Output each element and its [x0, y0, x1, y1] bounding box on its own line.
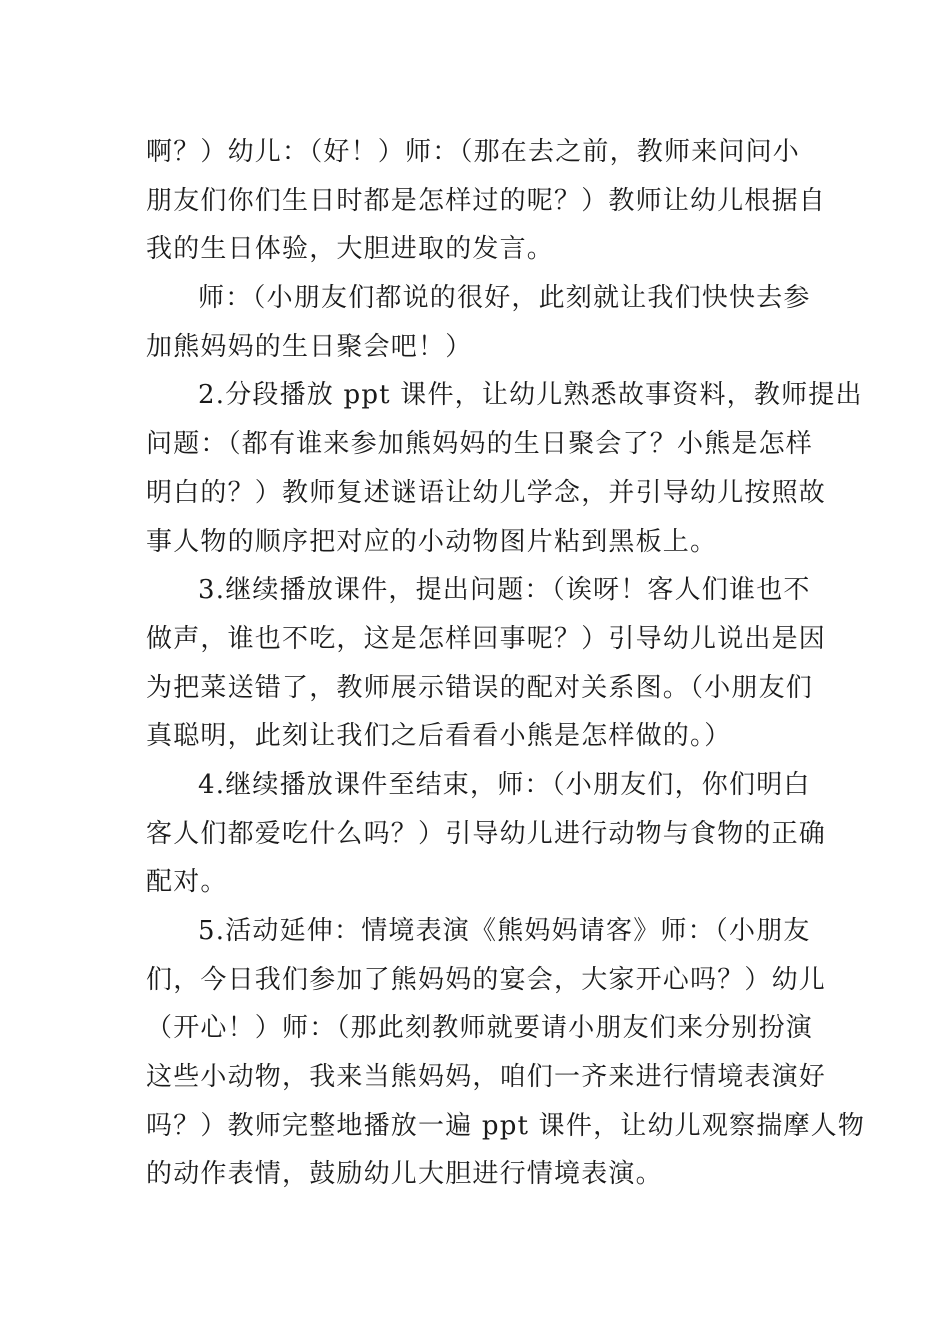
text-line: 3.继续播放课件，提出问题：（诶呀！客人们谁也不: [198, 575, 811, 606]
text-line: 的动作表情，鼓励幼儿大胆进行情境表演。: [146, 1159, 663, 1190]
paragraph-step-4: [146, 761, 827, 907]
paragraph-teacher-praise: [146, 274, 811, 371]
text-line: 加熊妈妈的生日聚会吧！）: [146, 331, 473, 362]
text-line: 4.继续播放课件至结束，师：（小朋友们，你们明白: [198, 769, 811, 800]
text-line: （开心！）师：（那此刻教师就要请小朋友们来分别扮演: [146, 1013, 814, 1044]
text-line: 朋友们你们生日时都是怎样过的呢？）教师让幼儿根据自: [146, 185, 827, 216]
paragraph-step-3: [146, 566, 827, 761]
paragraph-step-2: [146, 371, 863, 566]
text-line: 师：（小朋友们都说的很好，此刻就让我们快快去参: [198, 283, 811, 314]
text-line: 啊？）幼儿：（好！）师：（那在去之前，教师来问问小: [146, 137, 801, 167]
text-line: 做声，谁也不吃，这是怎样回事呢？）引导幼儿说出是因: [146, 623, 827, 654]
text-line: 们，今日我们参加了熊妈妈的宴会，大家开心吗？）幼儿: [146, 964, 827, 995]
text-line: 这些小动物，我来当熊妈妈，咱们一齐来进行情境表演好: [146, 1062, 827, 1093]
text-line: 配对。: [146, 867, 228, 898]
text-line: 为把菜送错了，教师展示错误的配对关系图。（小朋友们: [146, 672, 814, 703]
text-line: 明白的？）教师复述谜语让幼儿学念，并引导幼儿按照故: [146, 477, 827, 508]
text-line: 我的生日体验，大胆进取的发言。: [146, 234, 555, 265]
text-line: 5.活动延伸：情境表演《熊妈妈请客》师：（小朋友: [198, 916, 811, 946]
paragraph-step-5: [146, 907, 866, 1199]
text-line: 问题：（都有谁来参加熊妈妈的生日聚会了？小熊是怎样: [146, 429, 814, 460]
paragraph-continuation: [146, 128, 827, 274]
text-line: 真聪明，此刻让我们之后看看小熊是怎样做的。）: [146, 721, 732, 752]
text-line: 吗？）教师完整地播放一遍 ppt 课件，让幼儿观察揣摩人物: [146, 1110, 866, 1141]
text-line: 2.分段播放 ppt 课件，让幼儿熟悉故事资料，教师提出: [198, 380, 863, 411]
text-line: 客人们都爱吃什么吗？）引导幼儿进行动物与食物的正确: [146, 818, 827, 849]
text-line: 事人物的顺序把对应的小动物图片粘到黑板上。: [146, 526, 718, 557]
document-body: [146, 128, 866, 1199]
